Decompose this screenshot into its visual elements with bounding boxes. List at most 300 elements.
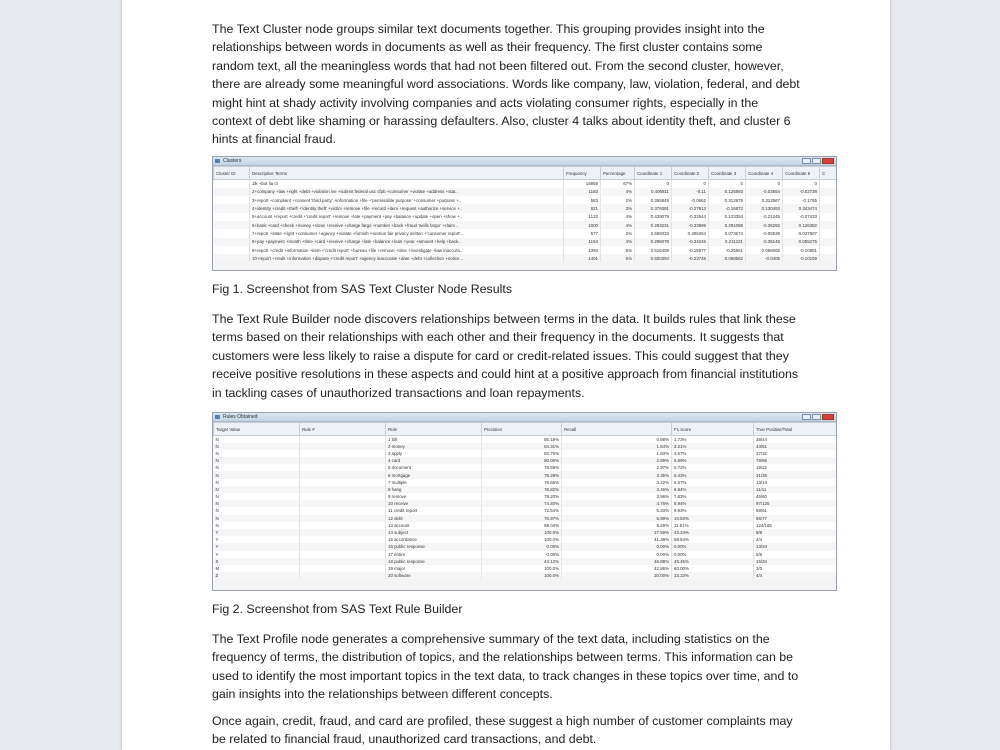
table-cell: 2.89% [562,457,672,464]
table-cell: 0.500394 [635,254,672,262]
table-cell: 43.24% [672,529,754,536]
table-cell: 79/85 [754,457,837,464]
table-cell: 5% [601,254,635,262]
table-cell: 4/4 [754,572,837,579]
table-cell: 100.0% [482,529,562,536]
rules-titlebar [213,413,836,422]
table-cell [300,551,386,558]
table-cell [300,443,386,450]
table-row[interactable] [214,515,837,522]
table-cell: 7.53% [672,493,754,500]
table-cell [820,221,837,229]
table-cell: 0.068582 [709,254,746,262]
table-cell: 0.343474 [783,204,820,212]
table-cell [300,522,386,529]
table-cell: 1.83% [562,450,672,457]
table-cell: 5.33% [562,507,672,514]
table-cell: 0.211221 [709,238,746,246]
table-cell: 17 entire [386,551,482,558]
paragraph-summary: Once again, credit, fraud, and card are profiled, these suggest a high number of customer complaints may be related to financial fraud, unauthorized card transactions, and debt. [212,714,793,747]
table-cell: 74.40% [482,500,562,507]
table-cell: N [214,471,300,478]
table-row[interactable] [214,500,837,507]
table-cell: 18 public response [386,558,482,565]
column-header[interactable]: Rule [386,423,482,436]
table-cell [820,254,837,262]
table-cell: 0.516459 [635,246,672,254]
table-cell: 79.59% [482,464,562,471]
table-cell: 577 [564,229,601,237]
table-cell: 3.35% [562,471,672,478]
rules-window-title: Rules Obtained [223,414,258,420]
table-row[interactable] [214,188,837,196]
table-cell: N [214,522,300,529]
table-cell: 3+report +complaint +consent 'third party' +information +file +'permissible purpose' +consumer +purpose +.. [250,196,564,204]
column-header[interactable]: True Positive/Total [754,423,837,436]
table-cell: 72.54% [482,507,562,514]
table-cell: 0.123354 [709,213,746,221]
table-cell: 14 subject [386,529,482,536]
table-cell: 2% [601,229,635,237]
table-cell: -0.03654 [746,188,783,196]
table-cell: 1.64% [562,443,672,450]
table-cell: N [214,500,300,507]
table-cell: 1.73% [672,436,754,443]
table-cell: 41.38% [562,536,672,543]
table-cell [300,543,386,550]
table-cell: 16959 [564,180,601,188]
table-cell: 0.406264 [672,229,709,237]
table-cell: 60.00% [672,565,754,572]
column-header[interactable]: F1 score [672,423,754,436]
table-cell: 2.97% [562,464,672,471]
table-cell: 3/3 [754,565,837,572]
table-cell: 6.28% [562,522,672,529]
table-cell: Y [214,551,300,558]
table-cell: 5% [601,246,635,254]
column-header[interactable]: Coordinate 5 [783,167,820,180]
table-cell: 0 [635,180,672,188]
paragraph-rule-builder: The Text Rule Builder node discovers relationships between terms in the data. It builds rules that link these terms based on their relationships with each other and their frequency in the documents. It suggests that customers were less likely to raise a dispute for card or credit-related issues. This could suggest that they receive positive resolutions in these aspects and could hint at a positive approach from financial institutions in tackling cases of unauthorized transactions and loan repayments. [212,312,799,400]
table-cell: 1000 [564,221,601,229]
table-cell: 11 credit report [386,507,482,514]
table-cell: 79.65% [482,479,562,486]
table-cell: -0.10159 [783,254,820,262]
table-cell: -0.0662 [672,196,709,204]
table-cell: 78.82% [482,486,562,493]
table-cell: 100.0% [482,565,562,572]
table-cell: -0.35145 [746,238,783,246]
table-cell: -0.34246 [672,238,709,246]
table-cell: 6.43% [672,471,754,478]
table-cell: 8+pay +payment +month +time +card +receive +charge +late +balance +loan +year +amount +help +back.. [250,238,564,246]
table-cell: 2+company +law +right +debt +violation ive +submit federal usc cfpb +consumer +violate +address +stat.. [250,188,564,196]
table-cell: 13/34 [754,543,837,550]
table-cell: 100.0% [482,572,562,579]
table-cell: 3.42% [562,479,672,486]
table-cell: 42.86% [562,565,672,572]
table-cell: 1122 [564,213,601,221]
table-cell: -0.1755 [783,196,820,204]
table-cell: 0.00% [672,543,754,550]
table-cell [214,246,250,254]
table-cell: 0 [783,180,820,188]
table-row[interactable] [214,443,837,450]
table-cell: 38/44 [754,436,837,443]
table-cell: N [214,450,300,457]
table-row[interactable] [214,180,837,188]
minimize-icon[interactable] [802,414,811,420]
table-cell: 19/22 [754,464,837,471]
table-cell: 4 card [386,457,482,464]
table-cell: 4+identity +credit +theft +'identity theft' +victim +remove +file +record +item +request +authorize +service +.. [250,204,564,212]
table-cell: 11.51% [672,522,754,529]
table-cell: 69.04% [482,522,562,529]
table-cell [820,246,837,254]
table-cell: 0.00% [672,551,754,558]
window-icon [215,415,220,419]
table-cell [820,180,837,188]
paragraph-text-cluster: The Text Cluster node groups similar text documents together. This grouping provides insight into the relationships between words in documents as well as their frequency. The first cluster contains some random text, all the meaningless words that had not been filtered out. From the second cluster, however, there are already some meaningful word associations. Words like company, law, violation, federal, and debt might hint at shady activity involving companies and acts violating consumer rights, especially in the context of debt like shaming or harassing defaulters. Also, cluster 4 talks about identity theft, and cluster 6 hints at financial fraud. [212,22,800,147]
table-cell: N [214,457,300,464]
column-header[interactable]: Percentage [601,167,635,180]
table-cell: 1 bill [386,436,482,443]
table-cell: -0.02738 [783,188,820,196]
table-cell: -0.11 [672,188,709,196]
table-cell: 0 [746,180,783,188]
table-cell: N [214,486,300,493]
table-cell: 45/60 [754,493,837,500]
table-row[interactable] [214,254,837,262]
clusters-titlebar [213,157,836,166]
table-row[interactable] [214,196,837,204]
column-header[interactable]: Precision [482,423,562,436]
maximize-icon[interactable] [812,414,821,420]
table-cell: 13 account [386,522,482,529]
table-cell: 0.125893 [709,188,746,196]
table-cell: 0.312567 [746,196,783,204]
column-header[interactable]: Rule # [300,423,386,436]
table-cell: 9 remove [386,493,482,500]
table-cell: 4% [601,188,635,196]
table-cell: N [214,493,300,500]
minimize-icon[interactable] [802,158,811,164]
table-cell: 9.93% [672,507,754,514]
table-cell: -0.05539 [746,229,783,237]
table-cell: N [214,464,300,471]
table-row[interactable] [214,464,837,471]
table-cell: 9+report +credit +information +item +'credit report' +bureau +file +remove +time +investigate +law inaccura.. [250,246,564,254]
table-cell: 20.00% [562,572,672,579]
maximize-icon[interactable] [812,158,821,164]
table-cell: 5+account +report +credit +'credit report' +remove +late +payment +pay +balance +update +open +show +.. [250,213,564,221]
table-cell: 0 [672,180,709,188]
table-cell: -0.32644 [672,213,709,221]
table-cell: 124/165 [754,522,837,529]
table-cell: 0.296078 [635,238,672,246]
table-cell: -0.27913 [672,204,709,212]
table-cell: 15/34 [754,558,837,565]
table-cell: 2% [601,196,635,204]
table-row[interactable] [214,522,837,529]
table-row[interactable] [214,457,837,464]
table-cell [214,229,250,237]
table-cell [214,188,250,196]
table-cell: 0.293231 [635,221,672,229]
table-cell: 7+report +state +right +consumer +agency +violate +furnish +section fair privacy written +'consumer report'.. [250,229,564,237]
table-row[interactable] [214,229,837,237]
figure-2-caption: Fig 2. Screenshot from SAS Text Rule Builder [212,602,463,616]
table-cell: 6.57% [672,479,754,486]
table-cell: 56/77 [754,515,837,522]
table-cell: 58.54% [672,536,754,543]
table-row[interactable] [214,572,837,579]
table-cell [300,500,386,507]
table-row[interactable] [214,529,837,536]
table-cell: 583 [564,196,601,204]
table-cell: 3.57% [672,450,754,457]
table-row[interactable] [214,536,837,543]
figure-1-caption: Fig 1. Screenshot from SAS Text Cluster Node Results [212,282,513,296]
column-header[interactable]: Recall [562,423,672,436]
table-row[interactable] [214,213,837,221]
table-cell: 100.0% [482,536,562,543]
table-cell: 3 apply [386,450,482,457]
table-row[interactable] [214,246,837,254]
table-cell: 5.72% [672,464,754,471]
table-cell: 0.655033 [635,229,672,237]
table-cell: 3.96% [562,493,672,500]
table-cell: 85.19% [482,436,562,443]
table-cell: -0.0405 [746,254,783,262]
table-cell [300,450,386,457]
table-cell: 7 multiple [386,479,482,486]
table-cell: N [214,443,300,450]
table-cell [820,213,837,221]
table-cell [300,558,386,565]
table-cell: 1401 [564,254,601,262]
table-cell [820,238,837,246]
table-cell: Z [214,572,300,579]
table-cell: 15 accordance [386,536,482,543]
table-cell [214,196,250,204]
table-cell: 0.379391 [635,204,672,212]
figure-rules-screenshot [212,412,837,591]
table-cell [820,204,837,212]
table-row[interactable] [214,493,837,500]
table-cell: N [214,507,300,514]
table-row[interactable] [214,204,837,212]
table-cell: 16 public response [386,543,482,550]
table-cell: 4.76% [562,500,672,507]
table-cell: 0.312879 [709,196,746,204]
table-cell: 0.00% [482,551,562,558]
table-cell: 3% [601,204,635,212]
table-cell: 10.83% [672,515,754,522]
column-header[interactable]: Cluster ID [214,167,250,180]
column-header[interactable]: Target Value [214,423,300,436]
close-icon[interactable] [822,414,834,420]
table-cell: 45.45% [672,558,754,565]
table-row[interactable] [214,450,837,457]
table-cell [300,457,386,464]
table-cell: 3.21% [672,443,754,450]
column-header[interactable]: Coordinate 1 [635,167,672,180]
table-cell: -0.36292 [746,221,783,229]
table-cell: 10+report +credit +information +dispute +'credit report' +agency inaccurate +date +debt +collection +notice .. [250,254,564,262]
table-cell [300,479,386,486]
table-cell: 10 receive [386,500,482,507]
table-cell: 70.97% [482,515,562,522]
table-cell: 13/14 [754,479,837,486]
table-row[interactable] [214,507,837,514]
table-cell: 1393 [564,246,601,254]
table-cell: -0.16872 [709,204,746,212]
table-cell [300,493,386,500]
rules-table [213,422,837,579]
table-cell [300,529,386,536]
table-cell [300,536,386,543]
table-cell [820,196,837,204]
table-row[interactable] [214,543,837,550]
table-cell: 0.291088 [709,221,746,229]
table-cell: 0 [709,180,746,188]
column-header[interactable]: Descriptive Terms [250,167,564,180]
table-cell: 5 document [386,464,482,471]
table-cell: 8/8 [754,529,837,536]
table-cell: N [214,479,300,486]
column-header[interactable]: Coordinate 4 [746,167,783,180]
table-cell [300,572,386,579]
table-cell: Y [214,529,300,536]
table-cell [300,471,386,478]
table-row[interactable] [214,551,837,558]
table-cell: 0.406811 [635,188,672,196]
figure-clusters-screenshot [212,156,837,271]
table-cell: 11/11 [754,486,837,493]
table-cell: 20 software [386,572,482,579]
table-cell: 78.20% [482,493,562,500]
table-row[interactable] [214,486,837,493]
table-cell [300,507,386,514]
close-icon[interactable] [822,158,834,164]
clusters-table [213,166,837,262]
table-cell [820,229,837,237]
column-header[interactable]: Frequency [564,167,601,180]
table-cell: 6.64% [672,486,754,493]
table-cell: 4% [601,238,635,246]
table-cell: 0.365848 [635,196,672,204]
table-row[interactable] [214,436,837,443]
table-cell: 4% [601,221,635,229]
table-cell: 1183 [564,188,601,196]
table-cell: 27.59% [562,529,672,536]
table-cell: 44.12% [482,558,562,565]
column-header[interactable]: Coordinate 3 [709,167,746,180]
table-row[interactable] [214,479,837,486]
table-cell [214,254,250,262]
table-cell: 0.00% [562,543,672,550]
table-cell: 2 money [386,443,482,450]
table-cell: 5.59% [672,457,754,464]
table-cell [300,515,386,522]
table-cell: N [214,436,300,443]
table-cell: 46.88% [562,558,672,565]
table-cell: M [214,565,300,572]
table-row[interactable] [214,471,837,478]
table-cell: -0.21245 [746,213,783,221]
table-cell: 6+bank +card +check +money +close +receive +charge fargo +number +back +fraud 'wells fargo' +claim .. [250,221,564,229]
table-cell: 67% [601,180,635,188]
table-cell: 0.055275 [783,238,820,246]
table-cell: 80.00% [482,457,562,464]
table-cell: 6 mortgage [386,471,482,478]
document-page [122,0,890,750]
table-cell: 3.46% [562,486,672,493]
table-cell: -0.23746 [672,254,709,262]
table-row[interactable] [214,558,837,565]
window-icon [215,159,220,163]
table-cell: -0.15977 [672,246,709,254]
table-cell: 97/125 [754,500,837,507]
table-cell: 12 debt [386,515,482,522]
table-cell: Y [214,536,300,543]
table-cell [300,486,386,493]
table-cell: 19 major [386,565,482,572]
clusters-window-title: Clusters [223,158,242,164]
table-cell: 0.00% [562,551,672,558]
table-cell: 79.28% [482,471,562,478]
table-cell: 82.76% [482,450,562,457]
table-cell: S [214,558,300,565]
table-cell [214,221,250,229]
table-cell: 821 [564,204,601,212]
table-cell: 33.33% [672,572,754,579]
table-row[interactable] [214,221,837,229]
table-cell: 8.94% [672,500,754,507]
table-cell: 31/36 [754,471,837,478]
table-row[interactable] [214,565,837,572]
table-cell: 0.056065 [746,246,783,254]
table-cell: Y [214,543,300,550]
column-header[interactable]: C [820,167,837,180]
table-cell: 58/61 [754,507,837,514]
table-row[interactable] [214,238,837,246]
table-cell [214,180,250,188]
table-cell: 27/32 [754,450,837,457]
table-cell [300,436,386,443]
table-cell: 43/51 [754,443,837,450]
table-cell [300,565,386,572]
table-cell [214,213,250,221]
table-cell [214,238,250,246]
table-cell: 5/6 [754,551,837,558]
table-cell: -0.10881 [783,246,820,254]
table-cell: 1lk +bot lia ct [250,180,564,188]
table-cell: -0.33999 [672,221,709,229]
table-cell: 0.130493 [746,204,783,212]
table-cell: 4/4 [754,536,837,543]
table-cell [214,204,250,212]
column-header[interactable]: Coordinate 2 [672,167,709,180]
table-cell: 8 hang [386,486,482,493]
table-cell: -0.07433 [783,213,820,221]
table-cell: 0.126382 [783,221,820,229]
table-cell: 0.00% [482,543,562,550]
table-cell [820,188,837,196]
table-cell: 0.073674 [709,229,746,237]
table-cell: -0.25661 [709,246,746,254]
